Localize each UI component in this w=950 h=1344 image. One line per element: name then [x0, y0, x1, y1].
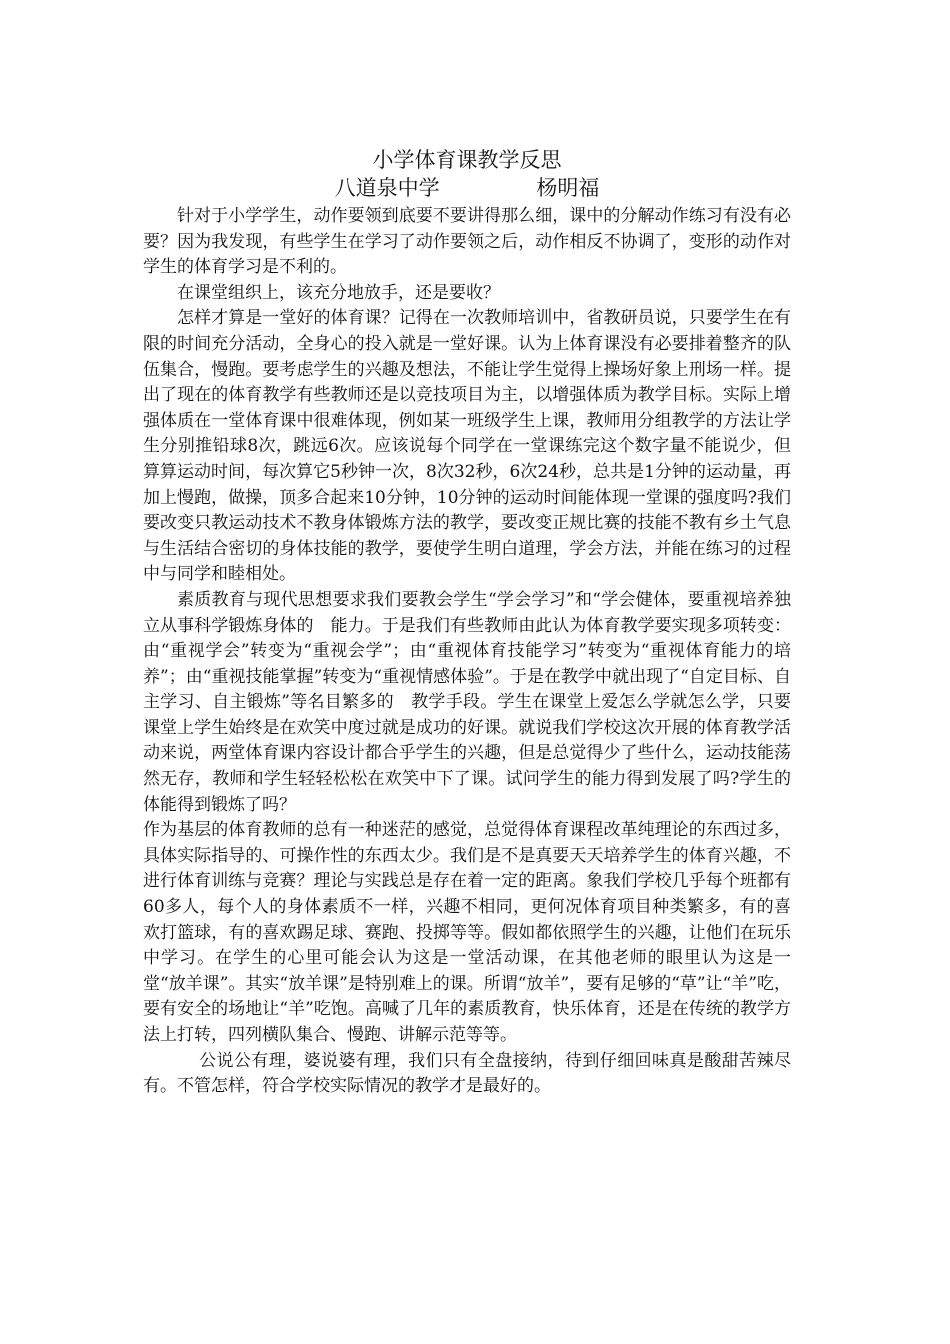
paragraph-6: 公说公有理，婆说婆有理，我们只有全盘接纳，待到仔细回味真是酸甜苦辣尽有。不管怎样，符合学校实际情况的教学才是最好的。: [143, 1050, 791, 1097]
school-name: 八道泉中学: [334, 176, 440, 200]
paragraph-4: 素质教育与现代思想要求我们要教会学生“学会学习”和“学会健体，要重视培养独立从事科学锻炼身体的 能力。于是我们有些教师由此认为体育教学要实现多项转变：由“重视学会”转变为“重视会学”；由“重视体育技能学习”转变为“重视体育能力的培养”；由“重视技能掌握”转变为“重视情感体验”。于是在教学中就出现了“自定目标、自主学习、自主锻炼”等名目繁多的 教学手段。学生在课堂上爱怎么学就怎么学，只要课堂上学生始终是在欢笑中度过就是成功的好课。就说我们学校这次开展的体育教学活动来说，两堂体育课内容设计都合乎学生的兴趣，但是总觉得少了些什么，运动技能荡然无存，教师和学生轻轻松松在欢笑中下了课。试问学生的能力得到发展了吗?学生的体能得到锻炼了吗？: [143, 589, 791, 815]
paragraph-1: 针对于小学学生，动作要领到底要不要讲得那么细，课中的分解动作练习有没有必要？因为我发现，有些学生在学习了动作要领之后，动作相反不协调了，变形的动作对学生的体育学习是不利的。: [143, 206, 791, 278]
author-name: 杨明福: [536, 176, 600, 200]
document-page: [143, 146, 791, 1100]
author-line: [143, 174, 791, 202]
paragraph-2: 在课堂组织上，该充分地放手，还是要收？: [177, 282, 500, 303]
paragraph-5: 作为基层的体育教师的总有一种迷茫的感觉，总觉得体育课程改革纯理论的东西过多，具体实际指导的、可操作性的东西太少。我们是不是真要天天培养学生的体育兴趣，不进行体育训练与竞赛？理论与实践总是存在着一定的距离。象我们学校几乎每个班都有60多人，每个人的身体素质不一样，兴趣不相同，更何况体育项目种类繁多，有的喜欢打篮球，有的喜欢踢足球、赛跑、投掷等等。假如都依照学生的兴趣，让他们在玩乐中学习。在学生的心里可能会认为这是一堂活动课，在其他老师的眼里认为这是一堂“放羊课”。其实“放羊课”是特别难上的课。所谓“放羊”，要有足够的“草”让“羊”吃，要有安全的场地让“羊”吃饱。高喊了几年的素质教育，快乐体育，还是在传统的教学方法上打转，四列横队集合、慢跑、讲解示范等等。: [143, 820, 791, 1045]
document-title: 小学体育课教学反思: [372, 148, 562, 172]
paragraph-3: 怎样才算是一堂好的体育课？记得在一次教师培训中，省教研员说，只要学生在有限的时间充分活动，全身心的投入就是一堂好课。认为上体育课没有必要排着整齐的队伍集合，慢跑。要考虑学生的兴趣及想法，不能让学生觉得上操场好象上刑场一样。提出了现在的体育教学有些教师还是以竞技项目为主，以增强体质为教学目标。实际上增强体质在一堂体育课中很难体现，例如某一班级学生上课，教师用分组教学的方法让学生分别推铅球8次，跳远6次。应该说每个同学在一堂课练完这个数字量不能说少，但算算运动时间，每次算它5秒钟一次，8次32秒，6次24秒，总共是1分钟的运动量，再加上慢跑，做操，顶多合起来10分钟，10分钟的运动时间能体现一堂课的强度吗?我们要改变只教运动技术不教身体锻炼方法的教学，要改变正规比赛的技能不教有乡土气息与生活结合密切的身体技能的教学，要使学生明白道理，学会方法，并能在练习的过程中与同学和睦相处。: [143, 308, 791, 585]
